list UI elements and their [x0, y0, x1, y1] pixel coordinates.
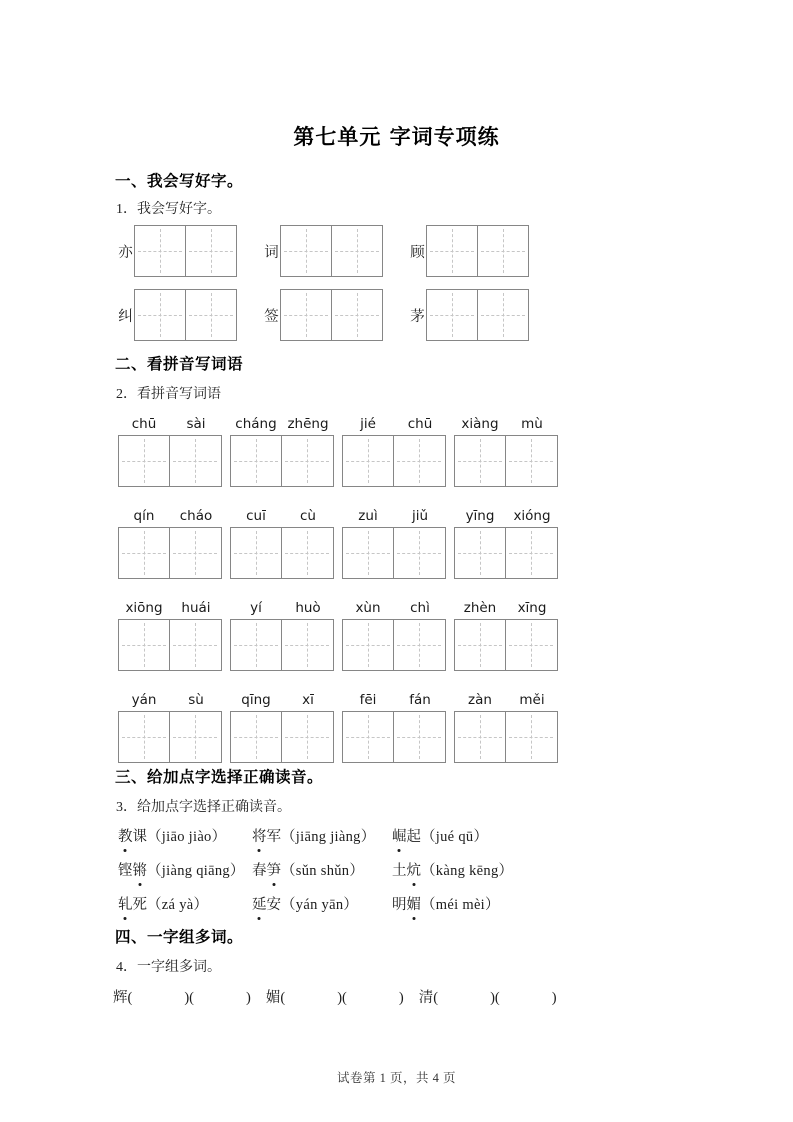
writing-grid: [280, 225, 383, 277]
answer-cell[interactable]: [343, 436, 393, 486]
answer-cell[interactable]: [281, 712, 332, 762]
dotted-word: [392, 863, 421, 879]
answer-cell[interactable]: [169, 436, 220, 486]
pinyin-word-group: [230, 689, 334, 763]
answer-cell[interactable]: [505, 712, 556, 762]
pinyin-syllable: xīng: [517, 600, 547, 616]
pinyin-word-group: [342, 505, 446, 579]
pinyin-syllable: xùn: [355, 600, 381, 616]
pinyin-syllable: yán: [131, 692, 157, 708]
pinyin-row: [118, 597, 558, 671]
pinyin-word-group: [230, 597, 334, 671]
writing-grid: [426, 225, 529, 277]
writing-grid: [134, 225, 237, 277]
pinyin-word-group: [342, 597, 446, 671]
pronunciation-entry: [252, 860, 392, 882]
writing-grid: [280, 289, 383, 341]
pinyin-syllable: xī: [302, 692, 314, 708]
pinyin-syllable: měi: [519, 692, 545, 708]
reading-options: （jiāo jiào）: [147, 829, 227, 845]
answer-cell[interactable]: [281, 620, 332, 670]
character-grid-group: [410, 289, 529, 341]
base-character: 媚: [265, 990, 281, 1006]
character: 春: [252, 863, 267, 879]
answer-cell[interactable]: [281, 226, 331, 276]
reading-options: （jiāng jiàng）: [281, 829, 376, 845]
pinyin-syllables: [454, 689, 558, 711]
pinyin-syllable: cháo: [179, 508, 213, 524]
answer-cell[interactable]: [455, 528, 505, 578]
pinyin-syllable: jiǔ: [411, 508, 429, 524]
model-character: 词: [264, 244, 279, 261]
pinyin-syllable: yí: [250, 600, 262, 616]
question-3-label: 3．给加点字选择正确读音。: [116, 800, 291, 815]
paren: )(: [337, 990, 347, 1006]
pronunciation-entry: [252, 826, 392, 848]
dotted-word: [252, 829, 281, 845]
reading-options: （jiàng qiāng）: [147, 863, 245, 879]
character: 明: [392, 897, 407, 913]
answer-cell[interactable]: [281, 528, 332, 578]
page-footer: 试卷第 1 页，共 4 页: [336, 1071, 456, 1085]
model-character: 亦: [118, 244, 133, 261]
writing-grid: [426, 289, 529, 341]
pinyin-word-group: [230, 413, 334, 487]
pinyin-syllable: cuī: [246, 508, 266, 524]
pinyin-syllable: cù: [300, 508, 316, 524]
writing-grid: [342, 619, 446, 671]
pinyin-row: [118, 689, 558, 763]
writing-grid: [118, 527, 222, 579]
page-title: 第七单元 字词专项练: [293, 124, 500, 149]
pinyin-row: [118, 413, 558, 487]
dotted-character: 笋: [267, 860, 282, 882]
answer-cell[interactable]: [455, 712, 505, 762]
character-grid-row: [118, 289, 529, 341]
pinyin-syllables: [454, 597, 558, 619]
pinyin-word-group: [118, 597, 222, 671]
paren: ): [551, 990, 557, 1006]
pinyin-syllables: [118, 689, 222, 711]
pinyin-syllable: cháng: [235, 416, 277, 432]
pronunciation-row: [118, 826, 513, 848]
pinyin-word-group: [230, 505, 334, 579]
answer-cell[interactable]: [393, 620, 444, 670]
answer-cell[interactable]: [185, 290, 236, 340]
answer-cell[interactable]: [393, 712, 444, 762]
character: 起: [406, 829, 421, 845]
pinyin-syllable: xiàng: [461, 416, 499, 432]
writing-grid: [118, 619, 222, 671]
character: 安: [266, 897, 281, 913]
answer-cell[interactable]: [427, 226, 477, 276]
pinyin-syllable: zàn: [468, 692, 492, 708]
pinyin-syllable: chì: [410, 600, 430, 616]
question-1-label: 1．我会写好字。: [116, 202, 221, 217]
pinyin-syllables: [454, 413, 558, 435]
pinyin-word-group: [454, 505, 558, 579]
reading-options: （méi mèi）: [421, 897, 500, 913]
writing-grid: [342, 527, 446, 579]
pinyin-syllable: jié: [360, 416, 376, 432]
pinyin-syllable: xiōng: [125, 600, 163, 616]
paren: (: [433, 990, 439, 1006]
paren: ): [398, 990, 404, 1006]
pronunciation-entry: [392, 860, 513, 882]
section-1-header: 一、我会写好字。: [115, 172, 244, 190]
paren: (: [280, 990, 286, 1006]
section-4-header: 四、一字组多词。: [115, 928, 244, 946]
pinyin-word-group: [342, 413, 446, 487]
answer-cell[interactable]: [185, 226, 236, 276]
pinyin-syllable: xióng: [513, 508, 551, 524]
writing-grid: [118, 711, 222, 763]
pinyin-word-group: [118, 505, 222, 579]
pronunciation-entry: [118, 894, 252, 916]
pinyin-syllables: [342, 413, 446, 435]
word-building-area: [113, 986, 572, 1007]
pinyin-syllable: qín: [133, 508, 155, 524]
pinyin-syllable: fán: [409, 692, 431, 708]
answer-cell[interactable]: [169, 712, 220, 762]
pinyin-syllable: zhèn: [463, 600, 497, 616]
writing-grid: [342, 435, 446, 487]
pronunciation-entry: [392, 826, 513, 848]
character-grid-group: [118, 225, 237, 277]
dotted-word: [392, 829, 421, 845]
pinyin-syllable: sài: [186, 416, 206, 432]
answer-cell[interactable]: [393, 436, 444, 486]
dotted-character: 媚: [407, 894, 422, 916]
pronunciation-entry: [118, 826, 252, 848]
answer-cell[interactable]: [169, 528, 220, 578]
writing-grid: [454, 527, 558, 579]
dotted-character: 教: [118, 826, 133, 848]
answer-cell[interactable]: [281, 436, 332, 486]
character-grid-group: [118, 289, 237, 341]
dotted-character: 崛: [392, 826, 407, 848]
answer-cell[interactable]: [343, 620, 393, 670]
pinyin-syllables: [342, 689, 446, 711]
answer-cell[interactable]: [281, 290, 331, 340]
dotted-character: 炕: [407, 860, 422, 882]
answer-cell[interactable]: [427, 290, 477, 340]
character: 军: [266, 829, 281, 845]
pinyin-syllable: fēi: [359, 692, 377, 708]
character-grid-row: [118, 225, 529, 277]
dotted-word: [252, 897, 281, 913]
answer-cell[interactable]: [119, 620, 169, 670]
answer-cell[interactable]: [135, 290, 185, 340]
answer-cell[interactable]: [119, 436, 169, 486]
writing-grid: [342, 711, 446, 763]
model-character: 纠: [118, 308, 133, 325]
model-character: 茅: [410, 308, 425, 325]
answer-cell[interactable]: [477, 226, 528, 276]
pronunciation-choice-area: [118, 826, 513, 928]
answer-cell[interactable]: [231, 528, 281, 578]
answer-cell[interactable]: [331, 290, 382, 340]
word-building-group: [266, 986, 404, 1007]
pinyin-syllables: [118, 597, 222, 619]
pronunciation-entry: [118, 860, 252, 882]
writing-grid: [134, 289, 237, 341]
writing-grid: [454, 711, 558, 763]
writing-grid: [230, 711, 334, 763]
writing-grid: [118, 435, 222, 487]
pinyin-syllable: huò: [295, 600, 321, 616]
pronunciation-row: [118, 894, 513, 916]
pinyin-syllables: [454, 505, 558, 527]
pinyin-syllable: chū: [407, 416, 433, 432]
answer-cell[interactable]: [135, 226, 185, 276]
model-character: 顾: [410, 244, 425, 261]
model-character: 签: [264, 308, 279, 325]
pinyin-syllables: [342, 597, 446, 619]
pronunciation-entry: [252, 894, 392, 916]
character-grid-group: [264, 225, 383, 277]
pinyin-word-group: [118, 689, 222, 763]
answer-cell[interactable]: [393, 528, 444, 578]
paren: )(: [184, 990, 195, 1006]
reading-options: （zá yà）: [147, 897, 209, 913]
answer-cell[interactable]: [343, 528, 393, 578]
answer-cell[interactable]: [477, 290, 528, 340]
pinyin-syllables: [230, 413, 334, 435]
pinyin-syllable: yīng: [465, 508, 495, 524]
dotted-word: [118, 863, 147, 879]
pinyin-syllables: [342, 505, 446, 527]
answer-cell[interactable]: [455, 436, 505, 486]
pinyin-syllable: huái: [181, 600, 211, 616]
dotted-word: [118, 897, 147, 913]
pinyin-syllables: [230, 597, 334, 619]
dotted-word: [118, 829, 147, 845]
answer-cell[interactable]: [119, 528, 169, 578]
dotted-word: [392, 897, 421, 913]
pronunciation-entry: [392, 894, 513, 916]
writing-grid: [454, 435, 558, 487]
answer-cell[interactable]: [169, 620, 220, 670]
pinyin-word-group: [342, 689, 446, 763]
word-building-group: [113, 986, 251, 1007]
character: 土: [392, 863, 407, 879]
pinyin-row: [118, 505, 558, 579]
answer-cell[interactable]: [331, 226, 382, 276]
section-3-header: 三、给加点字选择正确读音。: [115, 768, 324, 786]
answer-cell[interactable]: [505, 620, 556, 670]
pinyin-syllables: [230, 505, 334, 527]
answer-cell[interactable]: [231, 436, 281, 486]
writing-grid: [454, 619, 558, 671]
question-4-label: 4．一字组多词。: [116, 960, 221, 975]
answer-cell[interactable]: [343, 712, 393, 762]
pinyin-syllable: mù: [521, 416, 543, 432]
base-character: 清: [418, 990, 434, 1006]
writing-grid: [230, 619, 334, 671]
question-2-label: 2．看拼音写词语: [116, 387, 221, 402]
character: 课: [132, 829, 147, 845]
dotted-character: 将: [252, 826, 267, 848]
paren: (: [127, 990, 133, 1006]
pinyin-word-group: [454, 689, 558, 763]
character-grid-group: [410, 225, 529, 277]
reading-options: （sǔn shǔn）: [281, 863, 365, 879]
paren: ): [246, 990, 251, 1006]
answer-cell[interactable]: [231, 620, 281, 670]
dotted-character: 延: [252, 894, 267, 916]
writing-grid: [230, 527, 334, 579]
pinyin-syllable: qīng: [241, 692, 271, 708]
paren: )(: [490, 990, 500, 1006]
reading-options: （kàng kēng）: [421, 863, 514, 879]
word-building-group: [419, 986, 557, 1007]
character-grid-group: [264, 289, 383, 341]
writing-grid: [230, 435, 334, 487]
dotted-character: 锵: [133, 860, 148, 882]
pinyin-writing-area: [118, 413, 558, 781]
answer-cell[interactable]: [119, 712, 169, 762]
reading-options: （yán yān）: [281, 897, 359, 913]
pinyin-word-group: [454, 597, 558, 671]
reading-options: （jué qū）: [421, 829, 489, 845]
pinyin-syllable: sù: [188, 692, 204, 708]
pinyin-syllables: [118, 505, 222, 527]
answer-cell[interactable]: [455, 620, 505, 670]
character: 死: [132, 897, 147, 913]
pinyin-syllable: zhēng: [287, 416, 329, 432]
dotted-character: 轧: [118, 894, 133, 916]
pronunciation-row: [118, 860, 513, 882]
section-2-header: 二、看拼音写词语: [115, 355, 244, 373]
answer-cell[interactable]: [505, 528, 556, 578]
pinyin-syllables: [230, 689, 334, 711]
answer-cell[interactable]: [231, 712, 281, 762]
base-character: 辉: [113, 990, 128, 1006]
pinyin-syllable: chū: [131, 416, 157, 432]
pinyin-syllable: zuì: [358, 508, 378, 524]
answer-cell[interactable]: [505, 436, 556, 486]
pinyin-word-group: [118, 413, 222, 487]
character-writing-area: [118, 225, 529, 353]
dotted-word: [252, 863, 281, 879]
pinyin-word-group: [454, 413, 558, 487]
pinyin-syllables: [118, 413, 222, 435]
character: 铿: [118, 863, 133, 879]
